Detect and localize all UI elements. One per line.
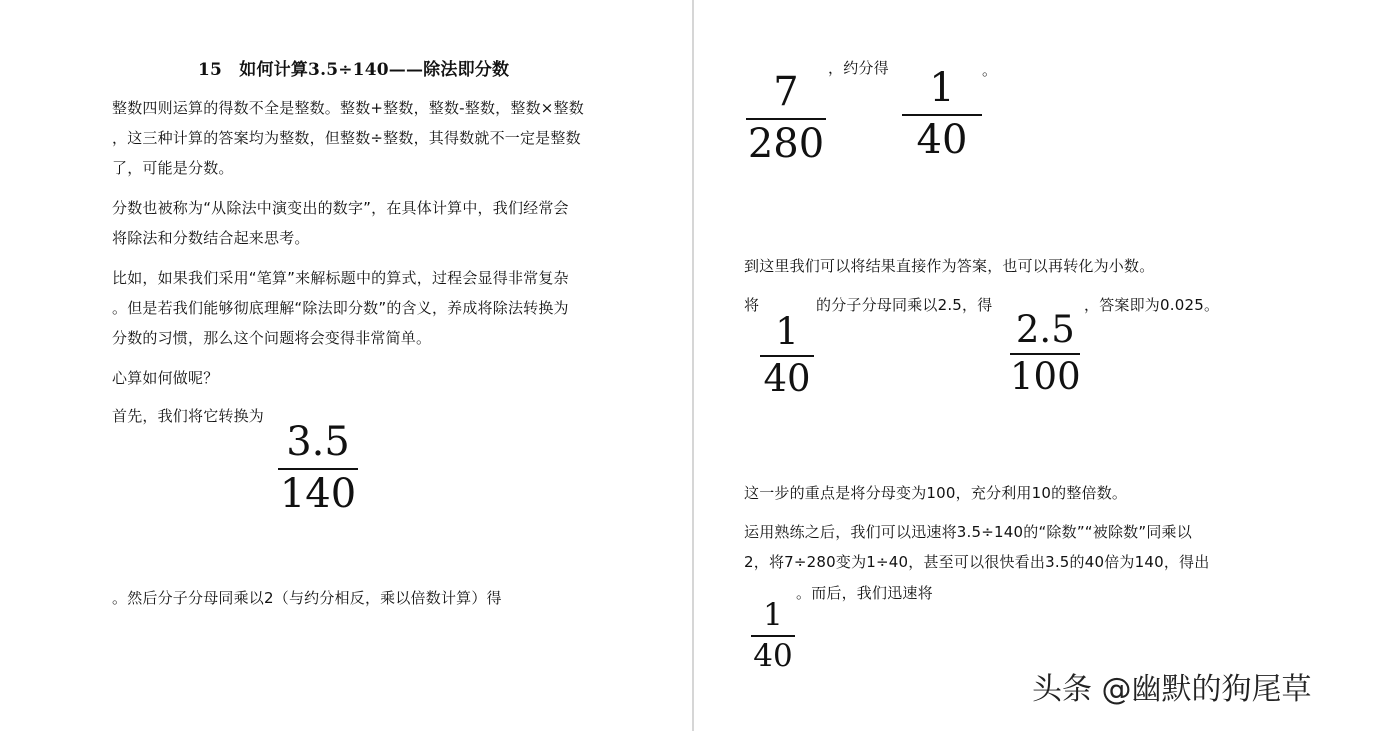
fraction-1-over-40-c [751, 598, 795, 673]
fraction-bar [746, 118, 826, 120]
paragraph-3-line-3: 分数的习惯，那么这个问题将会变得非常简单。 [112, 329, 432, 347]
text-period: 。 [982, 61, 998, 79]
paragraph-4: 心算如何做呢？ [112, 369, 219, 387]
fraction-denominator: 100 [1010, 355, 1081, 398]
paragraph-1-line-2: ，这三种计算的答案均为整数，但整数÷整数，其得数就不一定是整数 [112, 129, 581, 147]
fraction-numerator: 3.5 [286, 419, 350, 465]
fraction-3-5-over-140 [278, 420, 358, 516]
paragraph-6: 。然后分子分母同乘以2（与约分相反，乘以倍数计算）得 [112, 589, 502, 607]
right-page [694, 0, 1377, 731]
paragraph-8-middle: 的分子分母同乘以2.5，得 [816, 296, 993, 314]
text-reduce: ，约分得 [828, 59, 889, 77]
fraction-bar [902, 114, 982, 116]
fraction-denominator: 40 [753, 638, 793, 674]
paragraph-3-line-2: 。但是若我们能够彻底理解“除法即分数”的含义，养成将除法转换为 [112, 299, 569, 317]
paragraph-10-line-3: 。而后，我们迅速将 [796, 584, 933, 602]
paragraph-9: 这一步的重点是将分母变为100，充分利用10的整倍数。 [744, 484, 1128, 502]
fraction-denominator: 40 [916, 117, 968, 163]
fraction-denominator: 40 [763, 357, 811, 400]
fraction-denominator: 140 [279, 471, 357, 517]
paragraph-1-line-1: 整数四则运算的得数不全是整数。整数+整数，整数-整数，整数×整数 [112, 99, 584, 117]
fraction-bar [751, 635, 795, 637]
paragraph-3-line-1: 比如，如果我们采用“笔算”来解标题中的算式，过程会显得非常复杂 [112, 269, 569, 287]
paragraph-10-line-1: 运用熟练之后，我们可以迅速将3.5÷140的“除数”“被除数”同乘以 [744, 523, 1192, 541]
paragraph-7: 到这里我们可以将结果直接作为答案，也可以再转化为小数。 [744, 257, 1155, 275]
fraction-1-over-40 [902, 66, 982, 162]
fraction-numerator: 7 [773, 69, 799, 115]
paragraph-2-line-2: 将除法和分数结合起来思考。 [112, 229, 310, 247]
fraction-7-over-280 [746, 70, 826, 166]
paragraph-1-line-3: 了，可能是分数。 [112, 159, 234, 177]
watermark-text: 头条 @幽默的狗尾草 [1032, 672, 1312, 707]
paragraph-8-start: 将 [744, 296, 760, 314]
fraction-1-over-40-b [760, 312, 814, 399]
fraction-denominator: 280 [747, 121, 825, 167]
fraction-2-5-over-100 [1010, 310, 1081, 397]
paragraph-2-line-1: 分数也被称为“从除法中演变出的数字”，在具体计算中，我们经常会 [112, 199, 569, 217]
paragraph-8-end: ，答案即为0.025。 [1084, 296, 1220, 314]
fraction-bar [278, 468, 358, 470]
fraction-numerator: 1 [775, 310, 799, 353]
fraction-numerator: 2.5 [1015, 308, 1075, 351]
paragraph-10-line-2: 2，将7÷280变为1÷40，甚至可以很快看出3.5的40倍为140，得出 [744, 553, 1210, 571]
paragraph-5: 首先，我们将它转换为 [112, 407, 265, 425]
fraction-numerator: 1 [929, 65, 955, 111]
fraction-numerator: 1 [763, 597, 783, 633]
page-title: 15 如何计算3.5÷140——除法即分数 [198, 60, 510, 80]
